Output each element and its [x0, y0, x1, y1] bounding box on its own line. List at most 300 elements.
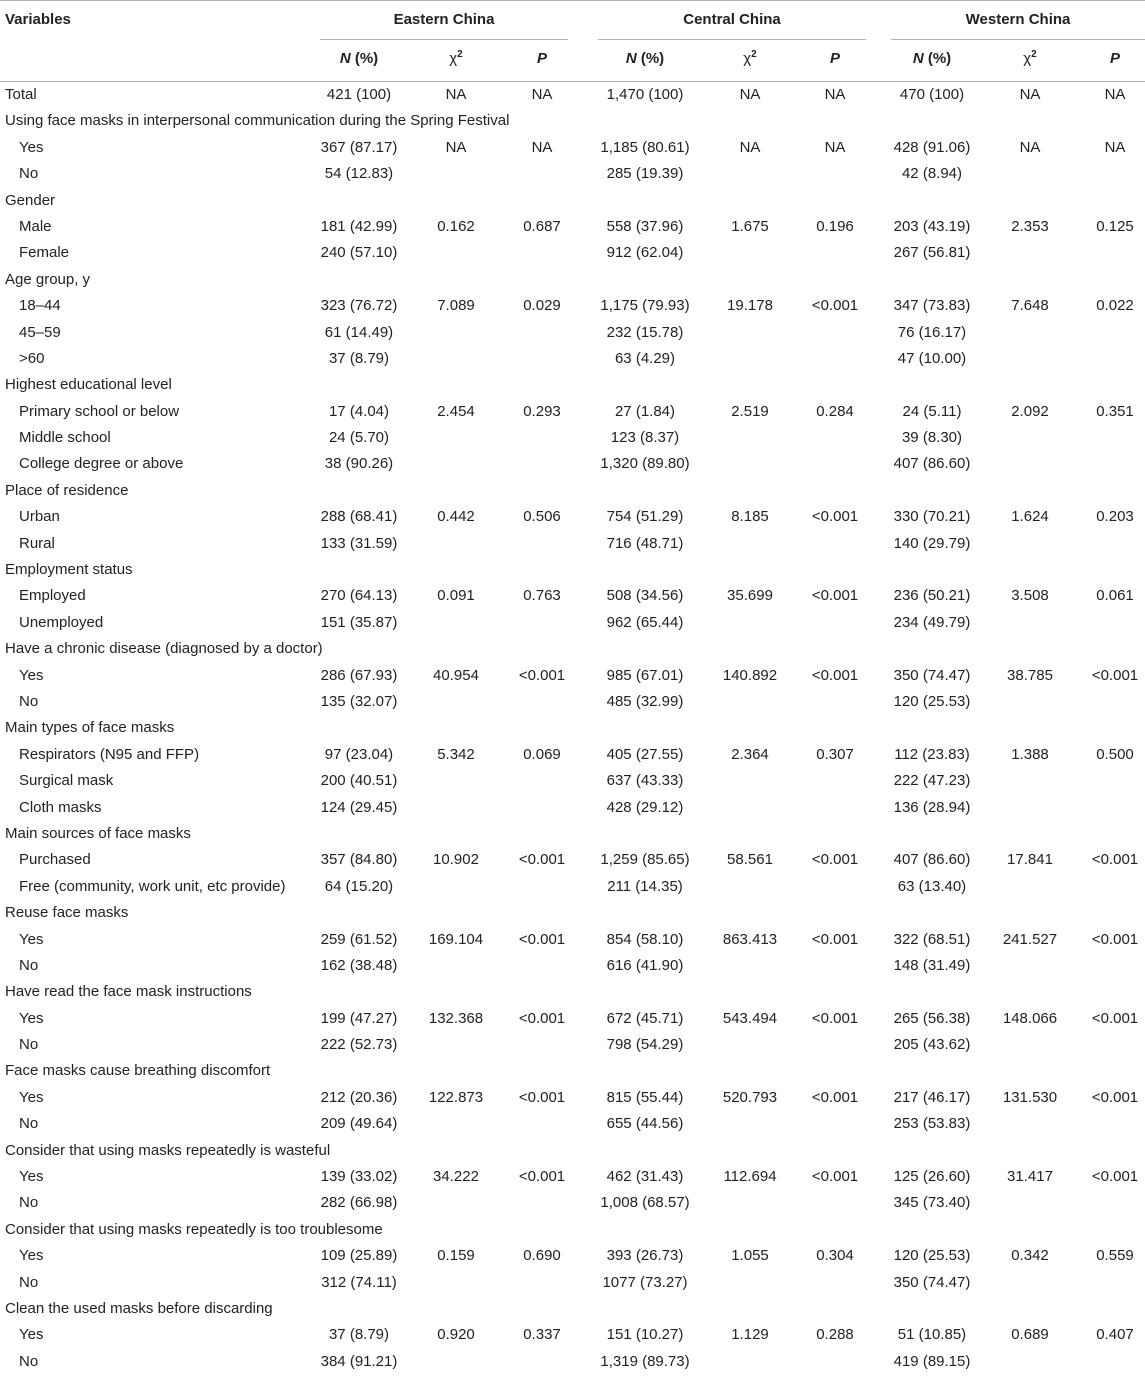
row-label: Yes — [19, 1168, 44, 1186]
cell-western-n: 267 (56.81) — [893, 244, 971, 262]
cell-eastern-n: 357 (84.80) — [320, 851, 398, 869]
cell-western-p: 0.022 — [1096, 297, 1134, 315]
table-row — [0, 1349, 1145, 1375]
row-label: College degree or above — [19, 455, 184, 473]
cell-central-n: 1,008 (68.57) — [600, 1194, 690, 1212]
table-row — [0, 1270, 1145, 1296]
cell-eastern-n: 288 (68.41) — [320, 508, 398, 526]
cell-western-p: NA — [1104, 138, 1126, 156]
cell-western-n: 76 (16.17) — [897, 323, 967, 341]
cell-eastern-chi2: 7.089 — [437, 297, 475, 315]
section-label: Main sources of face masks — [5, 824, 191, 842]
cell-central-chi2: 1.055 — [731, 1247, 769, 1265]
table-row — [0, 610, 1145, 636]
table-row — [0, 214, 1145, 240]
cell-eastern-p: <0.001 — [518, 851, 566, 869]
cell-western-n: 136 (28.94) — [893, 798, 971, 816]
cell-central-chi2: 8.185 — [731, 508, 769, 526]
row-label: Free (community, work unit, etc provide) — [19, 877, 286, 895]
row-label: No — [19, 692, 39, 710]
cell-western-n: 63 (13.40) — [897, 877, 967, 895]
header-group-eastern: Eastern China — [393, 11, 495, 28]
cell-eastern-n: 200 (40.51) — [320, 772, 398, 790]
table-row — [0, 1322, 1145, 1348]
cell-western-n: 322 (68.51) — [893, 930, 971, 948]
cell-central-p: NA — [824, 86, 846, 103]
cell-central-n: 123 (8.37) — [610, 429, 680, 447]
cell-central-chi2: 863.413 — [722, 930, 778, 948]
cell-central-chi2: 520.793 — [722, 1088, 778, 1106]
cell-western-n: 350 (74.47) — [893, 666, 971, 684]
cell-western-n: 350 (74.47) — [893, 1273, 971, 1291]
cell-western-p: <0.001 — [1091, 1088, 1139, 1106]
table-row — [0, 1243, 1145, 1269]
cell-western-chi2: 0.689 — [1011, 1326, 1049, 1344]
table-section-row — [0, 557, 1145, 583]
cell-eastern-n: 367 (87.17) — [320, 138, 398, 156]
cell-western-n: 140 (29.79) — [893, 534, 971, 552]
cell-eastern-n: 181 (42.99) — [320, 217, 398, 235]
cell-central-n: 912 (62.04) — [606, 244, 684, 262]
cell-central-p: 0.304 — [816, 1247, 854, 1265]
subheader-chi-symbol: χ — [449, 50, 458, 67]
cell-central-n: 1,185 (80.61) — [600, 138, 690, 156]
cell-western-chi2: 3.508 — [1011, 587, 1049, 605]
cell-eastern-p: 0.506 — [523, 508, 561, 526]
table-section-row — [0, 900, 1145, 926]
cell-central-chi2: 1.675 — [731, 217, 769, 235]
section-label: Consider that using masks repeatedly is wasteful — [5, 1141, 331, 1159]
cell-western-chi2: 7.648 — [1011, 297, 1049, 315]
header-row-groups — [0, 0, 1145, 40]
row-label: Yes — [19, 1009, 44, 1027]
cell-eastern-chi2: 5.342 — [437, 745, 475, 763]
cell-central-chi2: 35.699 — [727, 587, 773, 605]
cell-western-n: 345 (73.40) — [893, 1194, 971, 1212]
cell-central-n: 754 (51.29) — [606, 508, 684, 526]
cell-central-n: 27 (1.84) — [614, 402, 676, 420]
table-section-row — [0, 108, 1145, 134]
cell-eastern-n: 38 (90.26) — [324, 455, 394, 473]
table-section-row — [0, 1296, 1145, 1322]
row-label: 45–59 — [19, 323, 61, 341]
table-section-row — [0, 1138, 1145, 1164]
row-label: No — [19, 1036, 39, 1054]
table-row — [0, 1006, 1145, 1032]
cell-western-chi2: 2.353 — [1011, 217, 1049, 235]
cell-eastern-n: 97 (23.04) — [324, 745, 394, 763]
cell-central-n: 508 (34.56) — [606, 587, 684, 605]
row-label: Yes — [19, 1247, 44, 1265]
row-label: Urban — [19, 508, 60, 526]
subheader-chi-square-eastern — [418, 40, 494, 78]
subheader-chi-square-central — [712, 40, 788, 78]
cell-central-n: 232 (15.78) — [606, 323, 684, 341]
table-section-row — [0, 1217, 1145, 1243]
cell-central-chi2: 140.892 — [722, 666, 778, 684]
subheader-chi-superscript: 2 — [751, 49, 757, 60]
cell-central-chi2: 58.561 — [727, 851, 773, 869]
cell-eastern-n: 212 (20.36) — [320, 1088, 398, 1106]
cell-central-n: 854 (58.10) — [606, 930, 684, 948]
table-section-row — [0, 979, 1145, 1005]
cell-eastern-n: 240 (57.10) — [320, 244, 398, 262]
cell-western-p: <0.001 — [1091, 930, 1139, 948]
subheader-n-eastern — [320, 40, 398, 78]
subheader-n-central — [598, 40, 692, 78]
cell-eastern-chi2: 0.091 — [437, 587, 475, 605]
header-group-central: Central China — [683, 11, 781, 28]
cell-western-n: 217 (46.17) — [893, 1088, 971, 1106]
cell-central-p: 0.288 — [816, 1326, 854, 1344]
cell-central-n: 1,259 (85.65) — [600, 851, 690, 869]
row-label: Rural — [19, 534, 55, 552]
cell-eastern-n: 282 (66.98) — [320, 1194, 398, 1212]
table-row — [0, 1032, 1145, 1058]
table-row — [0, 795, 1145, 821]
row-label: No — [19, 956, 39, 974]
table-row — [0, 1190, 1145, 1216]
cell-western-n: 407 (86.60) — [893, 851, 971, 869]
cell-western-chi2: 1.624 — [1011, 508, 1049, 526]
cell-western-n: 47 (10.00) — [897, 349, 967, 367]
table-section-row — [0, 636, 1145, 662]
row-label: No — [19, 1273, 39, 1291]
row-label: Yes — [19, 666, 44, 684]
cell-western-n: 51 (10.85) — [897, 1326, 967, 1344]
subheader-p-eastern: P — [536, 50, 547, 67]
cell-eastern-chi2: NA — [445, 86, 467, 103]
table-row — [0, 768, 1145, 794]
cell-western-n: 265 (56.38) — [893, 1009, 971, 1027]
cell-western-n: 470 (100) — [899, 86, 965, 103]
table-body — [0, 82, 1145, 1375]
cell-western-p: 0.203 — [1096, 508, 1134, 526]
cell-central-n: 616 (41.90) — [606, 956, 684, 974]
cell-central-n: 1077 (73.27) — [602, 1273, 688, 1291]
cell-central-n: 815 (55.44) — [606, 1088, 684, 1106]
cell-eastern-n: 139 (33.02) — [320, 1168, 398, 1186]
subheader-n-letter: N — [625, 50, 637, 67]
cell-eastern-n: 17 (4.04) — [328, 402, 390, 420]
cell-central-n: 285 (19.39) — [606, 165, 684, 183]
table-row — [0, 240, 1145, 266]
cell-western-n: 253 (53.83) — [893, 1115, 971, 1133]
cell-central-n: 655 (44.56) — [606, 1115, 684, 1133]
cell-central-p: <0.001 — [811, 508, 859, 526]
cell-central-n: 558 (37.96) — [606, 217, 684, 235]
cell-central-n: 1,470 (100) — [606, 86, 684, 103]
cell-western-n: 120 (25.53) — [893, 1247, 971, 1265]
table-row — [0, 425, 1145, 451]
cell-central-n: 1,320 (89.80) — [600, 455, 690, 473]
cell-eastern-n: 222 (52.73) — [320, 1036, 398, 1054]
table-section-row — [0, 188, 1145, 214]
cell-western-n: 205 (43.62) — [893, 1036, 971, 1054]
cell-western-chi2: 131.530 — [1002, 1088, 1058, 1106]
row-label: No — [19, 1352, 39, 1370]
cell-eastern-n: 24 (5.70) — [328, 429, 390, 447]
cell-central-p: 0.307 — [816, 745, 854, 763]
subheader-n-letter: N — [339, 50, 351, 67]
cell-central-p: <0.001 — [811, 1009, 859, 1027]
row-label: Male — [19, 217, 52, 235]
subheader-p-central: P — [829, 50, 840, 67]
cell-eastern-p: 0.687 — [523, 217, 561, 235]
row-label: Yes — [19, 930, 44, 948]
table-section-row — [0, 267, 1145, 293]
table-row — [0, 689, 1145, 715]
section-label: Highest educational level — [5, 376, 172, 394]
row-label: No — [19, 1194, 39, 1212]
row-label: Respirators (N95 and FFP) — [19, 745, 200, 763]
row-label: >60 — [19, 349, 45, 367]
table-row — [0, 874, 1145, 900]
cell-eastern-p: <0.001 — [518, 1088, 566, 1106]
table-section-row — [0, 478, 1145, 504]
cell-western-p: <0.001 — [1091, 1009, 1139, 1027]
cell-eastern-p: 0.293 — [523, 402, 561, 420]
cell-central-p: <0.001 — [811, 1168, 859, 1186]
cell-western-n: 236 (50.21) — [893, 587, 971, 605]
row-label: Yes — [19, 1326, 44, 1344]
cell-western-p: 0.061 — [1096, 587, 1134, 605]
section-label: Place of residence — [5, 481, 129, 499]
section-label: Age group, y — [5, 270, 91, 288]
cell-central-n: 962 (65.44) — [606, 613, 684, 631]
cell-central-n: 1,175 (79.93) — [600, 297, 690, 315]
cell-western-n: 24 (5.11) — [902, 402, 962, 420]
cell-central-n: 428 (29.12) — [606, 798, 684, 816]
cell-eastern-p: <0.001 — [518, 1009, 566, 1027]
cell-western-n: 407 (86.60) — [893, 455, 971, 473]
cell-eastern-p: 0.069 — [523, 745, 561, 763]
subheader-chi-square-western — [992, 40, 1068, 78]
row-label: Employed — [19, 587, 86, 605]
row-label: Unemployed — [19, 613, 104, 631]
cell-central-n: 637 (43.33) — [606, 772, 684, 790]
cell-eastern-chi2: 0.162 — [437, 217, 475, 235]
row-label: Yes — [19, 1088, 44, 1106]
cell-western-chi2: 148.066 — [1002, 1009, 1058, 1027]
cell-eastern-p: 0.337 — [523, 1326, 561, 1344]
table-row — [0, 135, 1145, 161]
section-label: Face masks cause breathing discomfort — [5, 1062, 271, 1080]
cell-eastern-chi2: 0.159 — [437, 1247, 475, 1265]
table-section-row — [0, 1058, 1145, 1084]
row-label: Purchased — [19, 851, 91, 869]
subheader-chi-symbol: χ — [1023, 50, 1032, 67]
cell-central-n: 985 (67.01) — [606, 666, 684, 684]
table-row — [0, 346, 1145, 372]
cell-western-n: 112 (23.83) — [894, 745, 970, 763]
table-row — [0, 1085, 1145, 1111]
cell-central-chi2: NA — [739, 86, 761, 103]
subheader-n-suffix: (%) — [636, 50, 665, 67]
cell-eastern-n: 199 (47.27) — [320, 1009, 398, 1027]
table-row — [0, 531, 1145, 557]
table-row — [0, 927, 1145, 953]
cell-western-p: 0.125 — [1096, 217, 1134, 235]
cell-western-p: NA — [1104, 86, 1126, 103]
cell-western-p: 0.407 — [1096, 1326, 1134, 1344]
cell-western-p: <0.001 — [1091, 851, 1139, 869]
row-label: Middle school — [19, 429, 111, 447]
cell-western-n: 222 (47.23) — [893, 772, 971, 790]
cell-western-p: 0.559 — [1096, 1247, 1134, 1265]
cell-eastern-chi2: 40.954 — [433, 666, 479, 684]
cell-central-p: <0.001 — [811, 930, 859, 948]
cell-eastern-n: 135 (32.07) — [320, 692, 398, 710]
cell-eastern-n: 133 (31.59) — [320, 534, 398, 552]
cell-eastern-n: 54 (12.83) — [324, 165, 394, 183]
cell-eastern-n: 109 (25.89) — [320, 1247, 398, 1265]
cell-eastern-p: <0.001 — [518, 930, 566, 948]
cell-western-n: 125 (26.60) — [893, 1168, 971, 1186]
cell-central-chi2: 543.494 — [722, 1009, 778, 1027]
section-label: Have read the face mask instructions — [5, 983, 252, 1001]
cell-eastern-n: 61 (14.49) — [324, 323, 394, 341]
cell-western-n: 347 (73.83) — [893, 297, 971, 315]
cell-eastern-n: 421 (100) — [326, 86, 392, 103]
cell-central-p: <0.001 — [811, 1088, 859, 1106]
row-label: No — [19, 1115, 39, 1133]
table-row — [0, 847, 1145, 873]
table-row — [0, 663, 1145, 689]
table-section-row — [0, 372, 1145, 398]
cell-eastern-n: 312 (74.11) — [321, 1273, 397, 1291]
cell-central-p: NA — [824, 138, 846, 156]
row-label: Surgical mask — [19, 772, 114, 790]
cell-central-chi2: 2.364 — [731, 745, 769, 763]
table-section-row — [0, 715, 1145, 741]
cell-eastern-chi2: 169.104 — [428, 930, 484, 948]
cell-eastern-n: 209 (49.64) — [320, 1115, 398, 1133]
cell-eastern-p: 0.763 — [523, 587, 561, 605]
cell-central-n: 485 (32.99) — [606, 692, 684, 710]
cell-central-n: 462 (31.43) — [606, 1168, 684, 1186]
cell-central-n: 151 (10.27) — [606, 1326, 684, 1344]
cell-central-n: 211 (14.35) — [607, 877, 683, 895]
subheader-n-suffix: (%) — [350, 50, 379, 67]
cell-eastern-n: 124 (29.45) — [320, 798, 398, 816]
section-label: Employment status — [5, 561, 133, 579]
subheader-chi-superscript: 2 — [457, 49, 463, 60]
cell-western-n: 148 (31.49) — [893, 956, 971, 974]
cell-western-n: 234 (49.79) — [893, 613, 971, 631]
cell-eastern-chi2: NA — [445, 138, 467, 156]
cell-western-n: 120 (25.53) — [893, 692, 971, 710]
cell-central-n: 1,319 (89.73) — [600, 1352, 690, 1370]
row-label: No — [19, 165, 39, 183]
cell-eastern-n: 151 (35.87) — [320, 613, 398, 631]
cell-western-p: 0.351 — [1096, 402, 1134, 420]
cell-central-n: 393 (26.73) — [606, 1247, 684, 1265]
subheader-n-letter: N — [912, 50, 924, 67]
cell-western-chi2: 31.417 — [1007, 1168, 1053, 1186]
row-label: Yes — [19, 138, 44, 156]
subheader-chi-symbol: χ — [743, 50, 752, 67]
cell-eastern-p: <0.001 — [518, 1168, 566, 1186]
table-row — [0, 399, 1145, 425]
cell-eastern-p: 0.690 — [523, 1247, 561, 1265]
cell-eastern-n: 64 (15.20) — [324, 877, 394, 895]
table-row — [0, 320, 1145, 346]
cell-eastern-n: 384 (91.21) — [320, 1352, 398, 1370]
cell-central-p: 0.284 — [816, 402, 854, 420]
section-label: Main types of face masks — [5, 719, 175, 737]
header-group-western: Western China — [965, 11, 1071, 28]
cell-western-n: 428 (91.06) — [893, 138, 971, 156]
row-label: Primary school or below — [19, 402, 180, 420]
cell-western-chi2: NA — [1019, 138, 1041, 156]
cell-central-chi2: 19.178 — [727, 297, 773, 315]
table-row — [0, 161, 1145, 187]
row-label: Cloth masks — [19, 798, 102, 816]
cell-eastern-chi2: 0.442 — [437, 508, 475, 526]
header-row-subcolumns — [0, 40, 1145, 82]
cell-western-n: 419 (89.15) — [893, 1352, 971, 1370]
cell-central-n: 672 (45.71) — [606, 1009, 684, 1027]
cell-eastern-n: 37 (8.79) — [328, 1326, 390, 1344]
cell-central-n: 63 (4.29) — [614, 349, 676, 367]
cell-western-chi2: 2.092 — [1011, 402, 1049, 420]
subheader-p-western: P — [1109, 50, 1120, 67]
subheader-n-western — [891, 40, 973, 78]
table-row — [0, 504, 1145, 530]
cell-western-n: 203 (43.19) — [893, 217, 971, 235]
cell-eastern-chi2: 132.368 — [428, 1009, 484, 1027]
section-label: Clean the used masks before discarding — [5, 1299, 273, 1317]
cell-central-p: 0.196 — [816, 217, 854, 235]
cell-eastern-chi2: 2.454 — [437, 402, 475, 420]
cell-western-chi2: NA — [1019, 86, 1041, 103]
table-section-row — [0, 821, 1145, 847]
table-row — [0, 742, 1145, 768]
header-variables: Variables — [5, 11, 71, 28]
cell-central-p: <0.001 — [811, 851, 859, 869]
cell-eastern-n: 162 (38.48) — [320, 956, 398, 974]
cell-eastern-chi2: 10.902 — [433, 851, 479, 869]
row-label: Female — [19, 244, 70, 262]
cell-eastern-n: 259 (61.52) — [320, 930, 398, 948]
cell-western-n: 39 (8.30) — [901, 429, 963, 447]
cell-western-chi2: 0.342 — [1011, 1247, 1049, 1265]
cell-central-n: 798 (54.29) — [606, 1036, 684, 1054]
table-row — [0, 293, 1145, 319]
cell-eastern-p: NA — [531, 138, 553, 156]
cell-eastern-n: 323 (76.72) — [320, 297, 398, 315]
cell-central-p: <0.001 — [811, 297, 859, 315]
section-label: Consider that using masks repeatedly is too troublesome — [5, 1220, 383, 1238]
cell-western-n: 330 (70.21) — [893, 508, 971, 526]
subheader-chi-superscript: 2 — [1031, 49, 1037, 60]
cell-eastern-n: 270 (64.13) — [320, 587, 398, 605]
table-row — [0, 1111, 1145, 1137]
cell-central-p: <0.001 — [811, 666, 859, 684]
section-label: Reuse face masks — [5, 904, 129, 922]
cell-eastern-n: 286 (67.93) — [320, 666, 398, 684]
table-row — [0, 1164, 1145, 1190]
cell-western-n: 42 (8.94) — [901, 165, 963, 183]
cell-central-n: 405 (27.55) — [606, 745, 684, 763]
cell-central-n: 716 (48.71) — [606, 534, 684, 552]
table-row — [0, 583, 1145, 609]
cell-western-chi2: 241.527 — [1002, 930, 1058, 948]
table-row — [0, 953, 1145, 979]
cell-western-p: <0.001 — [1091, 666, 1139, 684]
cell-eastern-chi2: 0.920 — [437, 1326, 475, 1344]
